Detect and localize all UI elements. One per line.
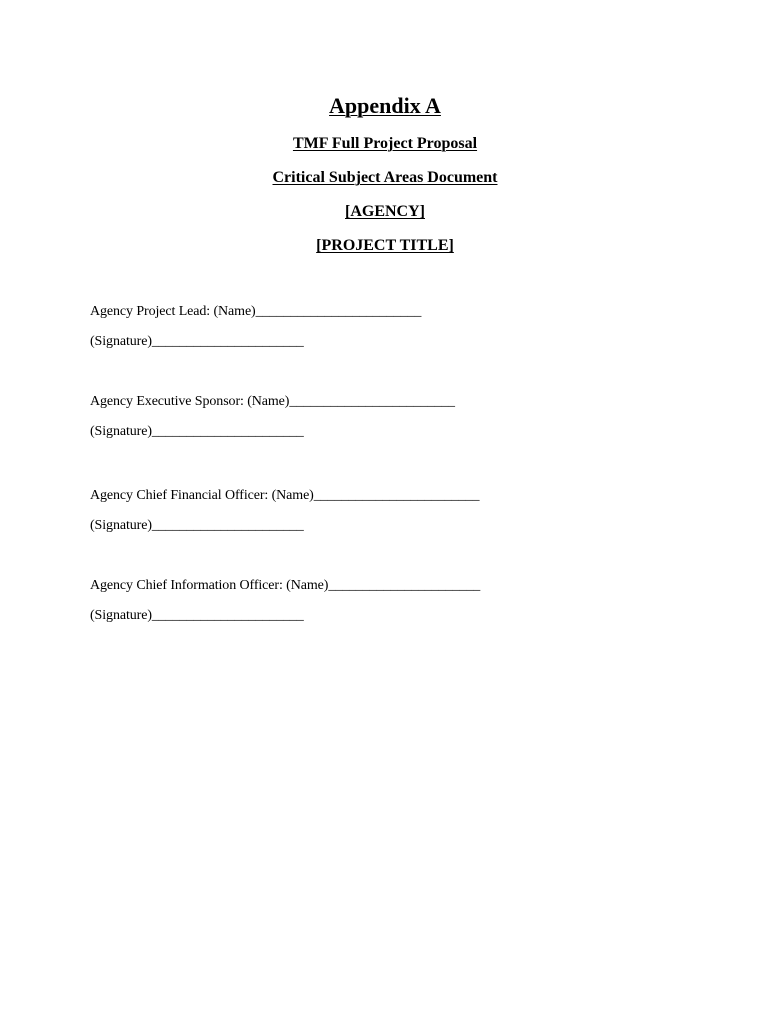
project-lead-name-line: Agency Project Lead: (Name)________________________ [90,304,422,319]
cio-signature-line: (Signature)______________________ [90,608,304,623]
cio-name-line: Agency Chief Information Officer: (Name)______________________ [90,578,481,593]
executive-sponsor-name-line: Agency Executive Sponsor: (Name)________________________ [90,394,455,409]
project-lead-signature-line: (Signature)______________________ [90,334,304,349]
proposal-subtitle: TMF Full Project Proposal [292,135,478,152]
document-subtitle: Critical Subject Areas Document [272,169,498,186]
cfo-signature-line: (Signature)______________________ [90,518,304,533]
cfo-name-line: Agency Chief Financial Officer: (Name)________________________ [90,488,480,503]
agency-placeholder: [AGENCY] [345,203,425,220]
project-title-placeholder: [PROJECT TITLE] [316,237,454,254]
page-title: Appendix A [329,93,441,118]
executive-sponsor-signature-line: (Signature)______________________ [90,424,304,439]
